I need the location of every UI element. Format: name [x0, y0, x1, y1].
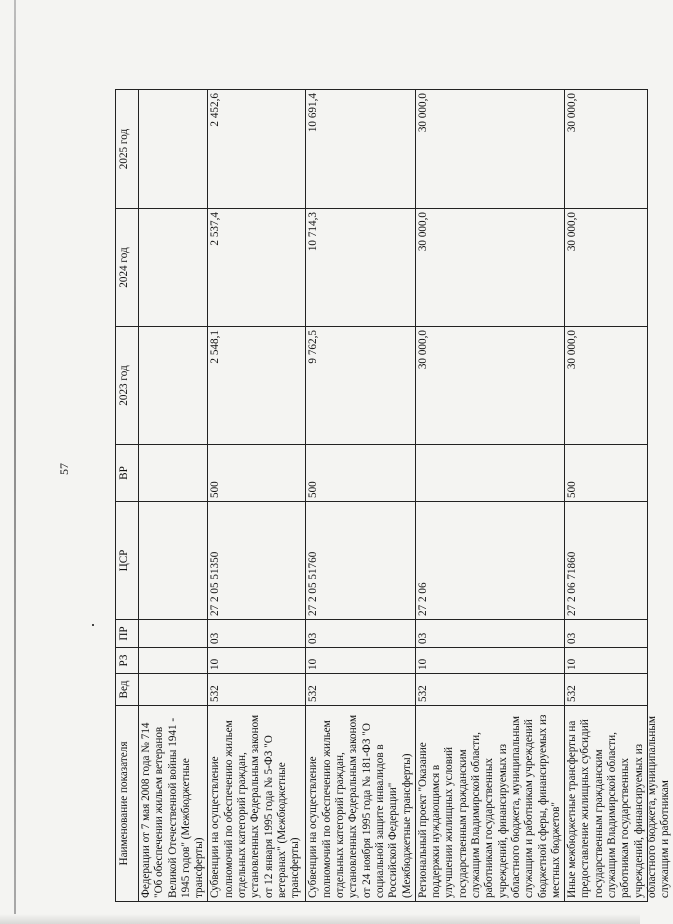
table-header-row: [116, 90, 139, 902]
table-row: [306, 90, 415, 902]
header-2023: 2023 год: [116, 327, 139, 445]
scan-speck: [92, 624, 94, 626]
header-pr: ПР: [116, 620, 139, 648]
table-row: [208, 90, 306, 902]
row-2024: 30 000,0: [415, 209, 564, 327]
row-vr: [415, 445, 564, 502]
row-vr: [139, 445, 208, 502]
row-name: [565, 706, 672, 902]
row-2023: 2 548,1: [208, 327, 306, 445]
row-csr: 27 2 06: [415, 502, 564, 620]
row-vr: 500: [565, 445, 648, 502]
row-csr: 27 2 05 51350: [208, 502, 306, 620]
table-row: [565, 90, 648, 902]
page-number: 57: [57, 463, 71, 475]
header-2025: 2025 год: [116, 90, 139, 209]
header-name: Наименование показателя: [116, 706, 139, 902]
row-ved: 532: [208, 674, 306, 706]
row-csr: 27 2 06 71860: [565, 502, 648, 620]
row-2025: [139, 90, 208, 209]
row-ved: 532: [306, 674, 415, 706]
row-2025: 2 452,6: [208, 90, 306, 209]
row-name: Субвенции на осуществление полномочий по обеспечению жильем отдельных категорий граждан, установленных Федеральным законом от 24 ноября 1995 года № 181-ФЗ "О социальной защите инвалидов в Российской Федерации" (Межбюджетные трансферты): [306, 706, 415, 902]
table-row: [415, 90, 564, 902]
row-vr: 500: [306, 445, 415, 502]
budget-table: [115, 89, 672, 902]
row-rz: 10: [306, 648, 415, 674]
row-vr: 500: [208, 445, 306, 502]
row-pr: 03: [415, 620, 564, 648]
row-rz: [139, 648, 208, 674]
row-ved: 532: [565, 674, 648, 706]
row-csr: 27 2 05 51760: [306, 502, 415, 620]
row-rz: 10: [208, 648, 306, 674]
row-name: Региональный проект "Оказание поддержки нуждающимся в улучшении жилищных условий государственным гражданским служащим Владимирской области, работникам государственных учреждений, финансируемых из областного бюджета, муниципальным служащим и работникам учреждений бюджетной сферы, финансируемых из местных бюджетов": [415, 706, 564, 902]
row-pr: 03: [565, 620, 648, 648]
rotated-table-wrapper: [115, 90, 672, 902]
header-ved: Вед: [116, 674, 139, 706]
row-ved: [139, 674, 208, 706]
row-name: Федерации от 7 мая 2008 года № 714 "Об обеспечении жильем ветеранов Великой Отечественной войны 1941 - 1945 годов" (Межбюджетные трансферты): [139, 706, 208, 902]
scan-shadow: [0, 914, 640, 924]
row-2024: [139, 209, 208, 327]
row-pr: 03: [306, 620, 415, 648]
row-2024: 2 537,4: [208, 209, 306, 327]
header-csr: ЦСР: [116, 502, 139, 620]
table-row: [139, 90, 208, 902]
row-2023: 30 000,0: [415, 327, 564, 445]
row-name-text: Иные межбюджетные трансферты на предоставление жилищных субсидий государственным гражданским служащим Владимирской области, работникам государственных учреждений, финансируемых из областного бюджета, муниципальным служащим и работникам: [566, 716, 672, 898]
row-2025: 30 000,0: [415, 90, 564, 209]
row-rz: 10: [415, 648, 564, 674]
row-2023: 30 000,0: [565, 327, 648, 445]
header-2024: 2024 год: [116, 209, 139, 327]
header-rz: РЗ: [116, 648, 139, 674]
row-ved: 532: [415, 674, 564, 706]
row-name: Субвенции на осуществление полномочий по обеспечению жильем отдельных категорий граждан, установленных Федеральным законом от 12 января 1995 года № 5-ФЗ "О ветеранах" (Межбюджетные трансферты): [208, 706, 306, 902]
row-csr: [139, 502, 208, 620]
header-vr: ВР: [116, 445, 139, 502]
row-rz: 10: [565, 648, 648, 674]
row-2023: [139, 327, 208, 445]
row-2024: 30 000,0: [565, 209, 648, 327]
row-2025: 30 000,0: [565, 90, 648, 209]
row-2023: 9 762,5: [306, 327, 415, 445]
row-2025: 10 691,4: [306, 90, 415, 209]
row-pr: [139, 620, 208, 648]
scan-edge: [14, 0, 16, 924]
row-2024: 10 714,3: [306, 209, 415, 327]
row-pr: 03: [208, 620, 306, 648]
